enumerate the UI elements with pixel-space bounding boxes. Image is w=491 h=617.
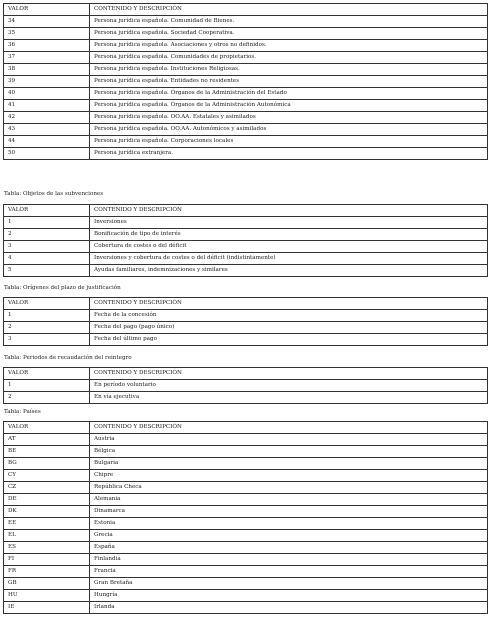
cell-descripcion: Persona jurídica española. Asociaciones y otros no definidos. bbox=[90, 40, 488, 52]
table-row bbox=[4, 88, 488, 100]
cell-valor: 1 bbox=[4, 380, 90, 392]
cell-valor: 34 bbox=[4, 16, 90, 28]
cell-valor: 1 bbox=[4, 217, 90, 229]
header-contenido: CONTENIDO Y DESCRIPCIÓN bbox=[90, 4, 488, 16]
cell-valor: ES bbox=[4, 542, 90, 554]
table-row bbox=[4, 530, 488, 542]
cell-valor: 4 bbox=[4, 253, 90, 265]
cell-valor: 37 bbox=[4, 52, 90, 64]
cell-descripcion: Fecha del pago (pago único) bbox=[90, 322, 488, 334]
cell-descripcion: Fecha del último pago bbox=[90, 334, 488, 346]
table-row bbox=[4, 566, 488, 578]
cell-valor: DE bbox=[4, 494, 90, 506]
table-row bbox=[4, 217, 488, 229]
table-row bbox=[4, 76, 488, 88]
cell-valor: 43 bbox=[4, 124, 90, 136]
cell-valor: 44 bbox=[4, 136, 90, 148]
cell-valor: 2 bbox=[4, 392, 90, 404]
table-row bbox=[4, 334, 488, 346]
table-row bbox=[4, 265, 488, 277]
table-row bbox=[4, 253, 488, 265]
cell-valor: 2 bbox=[4, 322, 90, 334]
table-row bbox=[4, 554, 488, 566]
cell-valor: GB bbox=[4, 578, 90, 590]
cell-descripcion: Fecha de la concesión bbox=[90, 310, 488, 322]
cell-descripcion: Persona jurídica española. Sociedad Cooperativa. bbox=[90, 28, 488, 40]
cell-descripcion: Persona jurídica española. Comunidades de propietarios. bbox=[90, 52, 488, 64]
header-valor: VALOR bbox=[4, 298, 90, 310]
cell-descripcion: Persona jurídica española. Órganos de la Administración Autonómica bbox=[90, 100, 488, 112]
table-row bbox=[4, 124, 488, 136]
cell-valor: EE bbox=[4, 518, 90, 530]
cell-valor: 42 bbox=[4, 112, 90, 124]
cell-descripcion: Estonia bbox=[90, 518, 488, 530]
table-row bbox=[4, 590, 488, 602]
table-row bbox=[4, 506, 488, 518]
header-valor: VALOR bbox=[4, 4, 90, 16]
table-objetos-subvenciones bbox=[3, 204, 488, 277]
table-row bbox=[4, 136, 488, 148]
cell-descripcion: Inversiones bbox=[90, 217, 488, 229]
cell-descripcion: Cobertura de costes o del déficit bbox=[90, 241, 488, 253]
cell-descripcion: Grecia bbox=[90, 530, 488, 542]
table-row bbox=[4, 434, 488, 446]
cell-descripcion: Persona jurídica española. Instituciones Religiosas. bbox=[90, 64, 488, 76]
table-header-row bbox=[4, 368, 488, 380]
header-valor: VALOR bbox=[4, 205, 90, 217]
header-contenido: CONTENIDO Y DESCRIPCIÓN bbox=[90, 205, 488, 217]
table-row bbox=[4, 16, 488, 28]
cell-valor: 35 bbox=[4, 28, 90, 40]
table-header-row bbox=[4, 4, 488, 16]
table-row bbox=[4, 602, 488, 614]
cell-descripcion: Austria bbox=[90, 434, 488, 446]
table-header-row bbox=[4, 205, 488, 217]
cell-descripcion: Persona jurídica española. OO.AA. Autonómicos y asimilados bbox=[90, 124, 488, 136]
cell-valor: AT bbox=[4, 434, 90, 446]
cell-valor: 50 bbox=[4, 148, 90, 160]
cell-valor: EL bbox=[4, 530, 90, 542]
table-origenes-plazo bbox=[3, 297, 488, 346]
cell-descripcion: Persona jurídica extranjera. bbox=[90, 148, 488, 160]
cell-valor: 3 bbox=[4, 241, 90, 253]
cell-valor: FR bbox=[4, 566, 90, 578]
table-row bbox=[4, 148, 488, 160]
table-row bbox=[4, 446, 488, 458]
cell-descripcion: Ayudas familiares, indemnizaciones y similares bbox=[90, 265, 488, 277]
cell-valor: 36 bbox=[4, 40, 90, 52]
caption-objetos-subvenciones: Tabla: Objetos de las subvenciones bbox=[4, 191, 104, 197]
caption-origenes-plazo: Tabla: Orígenes del plazo de justificación bbox=[4, 285, 121, 291]
header-valor: VALOR bbox=[4, 422, 90, 434]
table-row bbox=[4, 458, 488, 470]
table-header-row bbox=[4, 298, 488, 310]
cell-descripcion: Hungría bbox=[90, 590, 488, 602]
table-header-row bbox=[4, 422, 488, 434]
table-row bbox=[4, 542, 488, 554]
caption-periodos-recaudacion: Tabla: Periodos de recaudación del reintegro bbox=[4, 355, 132, 361]
cell-valor: BE bbox=[4, 446, 90, 458]
cell-valor: 3 bbox=[4, 334, 90, 346]
cell-valor: 5 bbox=[4, 265, 90, 277]
cell-descripcion: República Checa bbox=[90, 482, 488, 494]
cell-valor: 39 bbox=[4, 76, 90, 88]
table-row bbox=[4, 28, 488, 40]
cell-descripcion: Alemania bbox=[90, 494, 488, 506]
table-row bbox=[4, 40, 488, 52]
cell-valor: 1 bbox=[4, 310, 90, 322]
cell-descripcion: Persona jurídica española. Órganos de la Administración del Estado bbox=[90, 88, 488, 100]
cell-valor: 38 bbox=[4, 64, 90, 76]
table-row bbox=[4, 470, 488, 482]
table-row bbox=[4, 52, 488, 64]
table-row bbox=[4, 380, 488, 392]
cell-valor: BG bbox=[4, 458, 90, 470]
cell-valor: 2 bbox=[4, 229, 90, 241]
cell-descripcion: Chipre bbox=[90, 470, 488, 482]
cell-descripcion: En vía ejecutiva bbox=[90, 392, 488, 404]
table-row bbox=[4, 229, 488, 241]
table-paises bbox=[3, 421, 488, 614]
cell-descripcion: Persona jurídica española. Corporaciones locales bbox=[90, 136, 488, 148]
header-contenido: CONTENIDO Y DESCRIPCIÓN bbox=[90, 368, 488, 380]
table-row bbox=[4, 392, 488, 404]
cell-descripcion: Bélgica bbox=[90, 446, 488, 458]
table-periodos-recaudacion bbox=[3, 367, 488, 404]
table-row bbox=[4, 494, 488, 506]
cell-valor: HU bbox=[4, 590, 90, 602]
cell-descripcion: Inversiones y cobertura de costes o del déficit (indistintamente) bbox=[90, 253, 488, 265]
header-contenido: CONTENIDO Y DESCRIPCIÓN bbox=[90, 422, 488, 434]
table-row bbox=[4, 112, 488, 124]
header-valor: VALOR bbox=[4, 368, 90, 380]
cell-descripcion: Dinamarca bbox=[90, 506, 488, 518]
table-row bbox=[4, 310, 488, 322]
cell-descripcion: España bbox=[90, 542, 488, 554]
table-row bbox=[4, 241, 488, 253]
table-row bbox=[4, 64, 488, 76]
cell-descripcion: Gran Bretaña bbox=[90, 578, 488, 590]
cell-descripcion: Bulgaria bbox=[90, 458, 488, 470]
table-row bbox=[4, 100, 488, 112]
table-tipos-persona bbox=[3, 3, 488, 160]
cell-valor: 40 bbox=[4, 88, 90, 100]
cell-descripcion: Irlanda bbox=[90, 602, 488, 614]
cell-descripcion: Persona jurídica española. Comunidad de Bienes. bbox=[90, 16, 488, 28]
cell-descripcion: Persona jurídica española. OO.AA. Estatales y asimilados bbox=[90, 112, 488, 124]
cell-descripcion: Bonificación de tipo de interés bbox=[90, 229, 488, 241]
cell-valor: IE bbox=[4, 602, 90, 614]
table-row bbox=[4, 518, 488, 530]
cell-descripcion: Persona jurídica española. Entidades no residentes bbox=[90, 76, 488, 88]
table-row bbox=[4, 322, 488, 334]
cell-valor: FI bbox=[4, 554, 90, 566]
table-row bbox=[4, 578, 488, 590]
caption-paises: Tabla: Países bbox=[4, 409, 41, 415]
table-row bbox=[4, 482, 488, 494]
cell-descripcion: Finlandia bbox=[90, 554, 488, 566]
cell-valor: 41 bbox=[4, 100, 90, 112]
header-contenido: CONTENIDO Y DESCRIPCIÓN bbox=[90, 298, 488, 310]
cell-valor: CZ bbox=[4, 482, 90, 494]
cell-valor: CY bbox=[4, 470, 90, 482]
cell-descripcion: En período voluntario bbox=[90, 380, 488, 392]
cell-valor: DK bbox=[4, 506, 90, 518]
cell-descripcion: Francia bbox=[90, 566, 488, 578]
